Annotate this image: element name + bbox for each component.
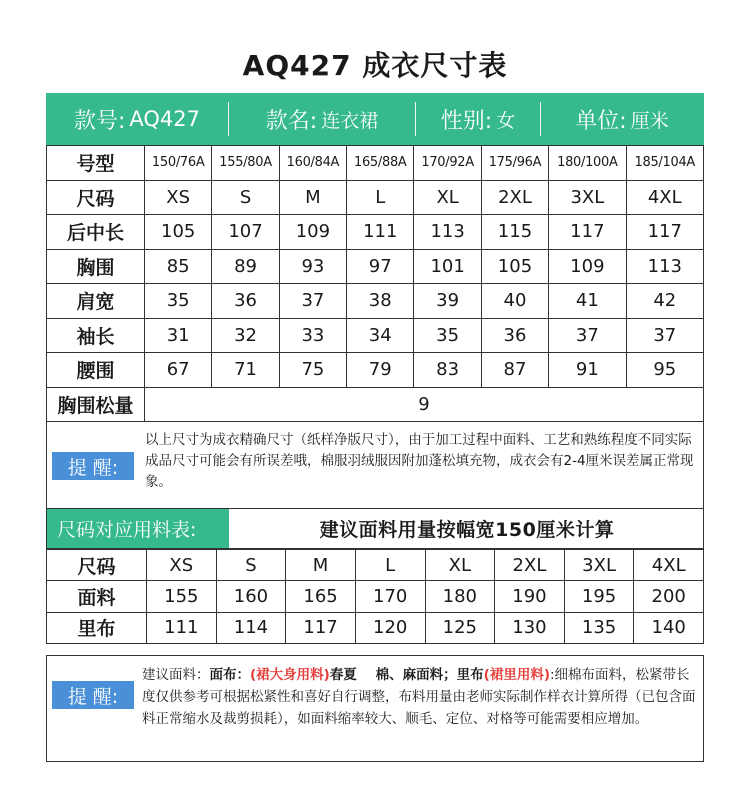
table-row <box>47 550 704 581</box>
style-name <box>229 93 415 145</box>
row-label: 号型 <box>47 146 145 181</box>
style-name-key: 款名: <box>265 108 318 134</box>
table-cell: 31 <box>145 318 212 353</box>
table-cell: 113 <box>414 215 481 250</box>
gender <box>416 93 540 145</box>
table-cell: 185/104A <box>626 146 703 181</box>
table-cell: 35 <box>414 318 481 353</box>
table-cell: S <box>212 180 279 215</box>
table-cell: 114 <box>216 612 286 643</box>
table-cell: 40 <box>481 284 548 319</box>
table-cell: 35 <box>145 284 212 319</box>
row-label: 肩宽 <box>47 284 145 319</box>
table-cell: 165/88A <box>347 146 414 181</box>
fabric-section-caption: 建议面料用量按幅宽150厘米计算 <box>319 519 615 541</box>
table-cell: 95 <box>626 353 703 388</box>
table-cell: 87 <box>481 353 548 388</box>
table-cell: 85 <box>145 249 212 284</box>
table-cell: 117 <box>286 612 356 643</box>
table-cell: 3XL <box>549 180 626 215</box>
gender-key: 性别: <box>440 108 493 134</box>
style-number-value: AQ427 <box>129 107 201 131</box>
table-cell: 4XL <box>626 180 703 215</box>
table-cell: XL <box>414 180 481 215</box>
table-cell: 39 <box>414 284 481 319</box>
fabric-reminder-box <box>46 655 704 762</box>
table-cell: 89 <box>212 249 279 284</box>
table-cell: 140 <box>634 612 704 643</box>
table-cell: 37 <box>626 318 703 353</box>
table-cell: 71 <box>212 353 279 388</box>
table-cell: 105 <box>145 215 212 250</box>
table-cell: 117 <box>549 215 626 250</box>
table-cell: 180/100A <box>549 146 626 181</box>
table-row <box>47 284 704 319</box>
lining-label: 里布 <box>456 667 484 683</box>
table-cell: XS <box>145 180 212 215</box>
table-cell: 155/80A <box>212 146 279 181</box>
row-label: 胸围松量 <box>47 387 145 422</box>
row-label: 胸围 <box>47 249 145 284</box>
table-cell: 155 <box>147 581 217 612</box>
reminder-box <box>46 410 704 509</box>
table-cell: M <box>286 550 356 581</box>
unit-key: 单位: <box>575 108 627 134</box>
row-label: 袖长 <box>47 318 145 353</box>
table-cell: 109 <box>549 249 626 284</box>
style-number-key: 款号: <box>73 108 126 134</box>
table-cell: 37 <box>549 318 626 353</box>
table-row <box>47 215 704 250</box>
table-cell: 113 <box>626 249 703 284</box>
table-row <box>47 353 704 388</box>
table-cell: 32 <box>212 318 279 353</box>
style-number <box>46 93 228 145</box>
table-cell: 91 <box>549 353 626 388</box>
table-cell: 130 <box>495 612 565 643</box>
reminder-tag: 提 醒: <box>52 681 134 709</box>
spec-header-bar <box>46 93 704 145</box>
row-label: 腰围 <box>47 353 145 388</box>
table-cell: L <box>355 550 425 581</box>
fabric-reminder-detail: :细棉布面料，松紧带长度仅供参考可根据松紧性和喜好自行调整，布料用量由老师实际制作样衣计算所得（已包含面料正常缩水及裁剪损耗），如面料缩率较大、顺毛、定位、对格等可能需要相应增加。 <box>142 667 696 727</box>
table-cell: 97 <box>347 249 414 284</box>
table-cell: 36 <box>212 284 279 319</box>
row-label: 面料 <box>47 581 147 612</box>
row-label: 里布 <box>47 612 147 643</box>
table-cell: 3XL <box>564 550 634 581</box>
table-cell: 34 <box>347 318 414 353</box>
table-cell: 150/76A <box>145 146 212 181</box>
table-cell: XL <box>425 550 495 581</box>
table-cell: 180 <box>425 581 495 612</box>
lining-usage: (裙里用料) <box>483 667 550 683</box>
table-cell: 175/96A <box>481 146 548 181</box>
row-label: 尺码 <box>47 180 145 215</box>
reminder-tag: 提 醒: <box>52 452 134 480</box>
reminder-text: 以上尺寸为成衣精确尺寸（纸样净版尺寸），由于加工过程中面料、工艺和熟练程度不同实际成品尺寸可能会有所误差哦，棉服羽绒服因附加蓬松填充物，成衣会有2-4厘米误差属正常现象。 <box>145 432 694 490</box>
table-cell: 38 <box>347 284 414 319</box>
table-cell: 36 <box>481 318 548 353</box>
table-cell: 115 <box>481 215 548 250</box>
row-label: 尺码 <box>47 550 147 581</box>
table-cell: 120 <box>355 612 425 643</box>
table-cell: 195 <box>564 581 634 612</box>
style-name-value: 连衣裙 <box>321 109 379 132</box>
table-cell: 107 <box>212 215 279 250</box>
table-cell: S <box>216 550 286 581</box>
table-cell: 2XL <box>481 180 548 215</box>
unit-value: 厘米 <box>630 109 669 132</box>
table-cell: 2XL <box>495 550 565 581</box>
fabric-reminder-text <box>142 664 700 730</box>
table-cell: 165 <box>286 581 356 612</box>
table-cell: 200 <box>634 581 704 612</box>
table-cell: 67 <box>145 353 212 388</box>
table-row <box>47 581 704 612</box>
row-label: 后中长 <box>47 215 145 250</box>
table-row <box>47 318 704 353</box>
table-cell: M <box>279 180 346 215</box>
page-title: AQ427 成衣尺寸表 <box>242 49 508 82</box>
table-row <box>47 249 704 284</box>
table-cell: 111 <box>147 612 217 643</box>
table-cell: 75 <box>279 353 346 388</box>
fabric-suggest-label: 建议面料： <box>142 667 210 683</box>
table-cell: 170/92A <box>414 146 481 181</box>
table-row <box>47 612 704 643</box>
table-cell: XS <box>147 550 217 581</box>
table-cell: 41 <box>549 284 626 319</box>
divider <box>540 102 541 136</box>
fabric-section-label: 尺码对应用料表: <box>47 509 229 548</box>
table-cell: 105 <box>481 249 548 284</box>
table-cell: 42 <box>626 284 703 319</box>
table-cell: 83 <box>414 353 481 388</box>
gender-value: 女 <box>496 109 516 132</box>
shell-fabric-type: 春夏 棉、麻面料； <box>329 667 457 683</box>
divider <box>228 102 229 136</box>
table-cell: 190 <box>495 581 565 612</box>
table-cell: 109 <box>279 215 346 250</box>
table-cell: 93 <box>279 249 346 284</box>
table-cell: 37 <box>279 284 346 319</box>
table-row <box>47 180 704 215</box>
table-cell: 117 <box>626 215 703 250</box>
table-cell: 160/84A <box>279 146 346 181</box>
table-cell: 4XL <box>634 550 704 581</box>
divider <box>415 102 416 136</box>
table-cell: 135 <box>564 612 634 643</box>
table-cell: 160 <box>216 581 286 612</box>
unit <box>541 93 703 145</box>
table-cell: 111 <box>347 215 414 250</box>
table-cell: 170 <box>355 581 425 612</box>
fabric-usage-table <box>46 549 704 644</box>
table-cell: L <box>347 180 414 215</box>
size-chart-table <box>46 145 704 422</box>
table-cell: 33 <box>279 318 346 353</box>
fabric-section-header <box>46 509 704 549</box>
table-cell: 101 <box>414 249 481 284</box>
table-row <box>47 146 704 181</box>
table-cell: 125 <box>425 612 495 643</box>
table-cell: 79 <box>347 353 414 388</box>
shell-fabric-usage: (裙大身用料) <box>250 667 330 683</box>
shell-fabric-label: 面布： <box>209 667 250 683</box>
ease-value: 9 <box>145 387 704 422</box>
